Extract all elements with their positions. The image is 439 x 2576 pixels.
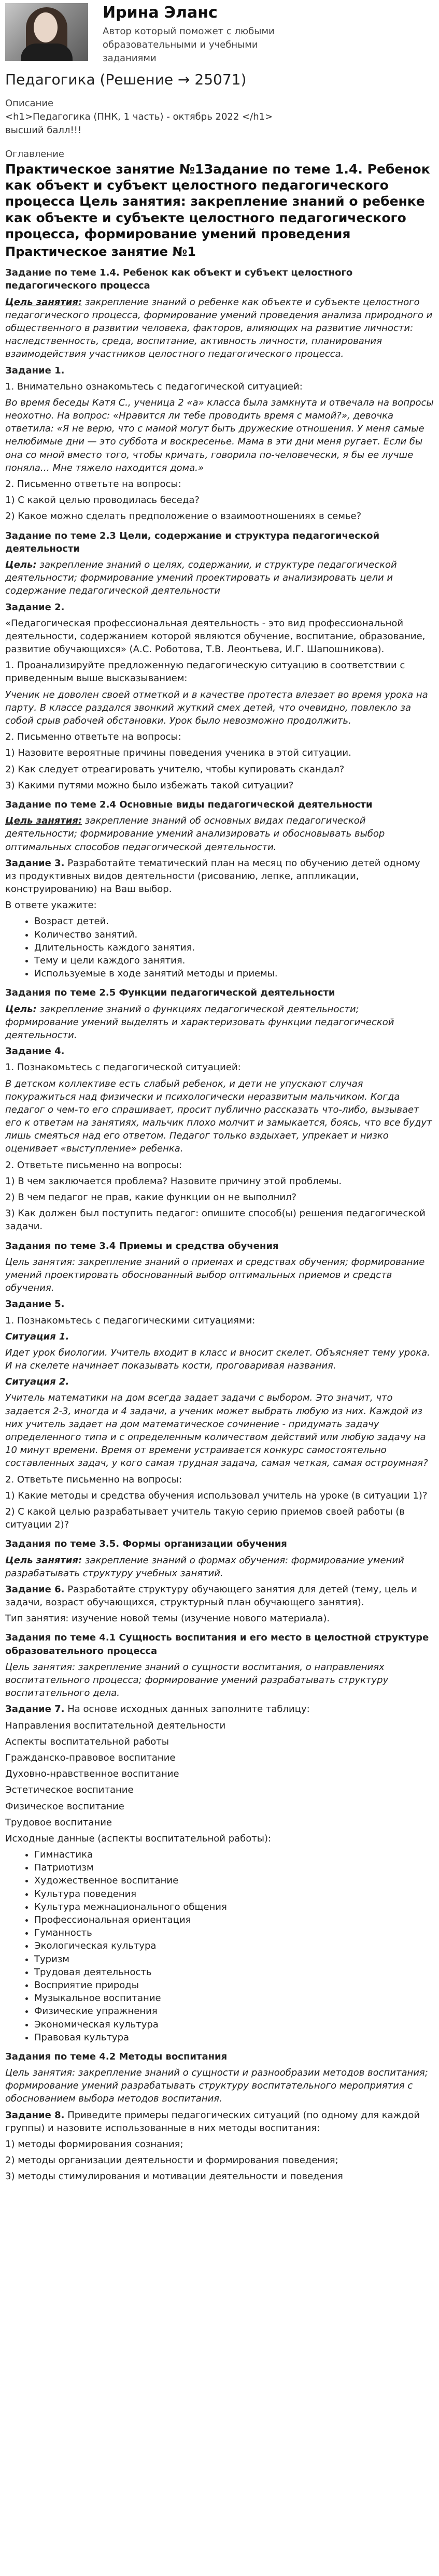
- instruction: 2. Письменно ответьте на вопросы:: [5, 731, 181, 743]
- list-item: • Правовая культура: [34, 2031, 434, 2044]
- section-title-3-5: Задания по теме 3.5. Формы организации обучения: [5, 1538, 287, 1550]
- author-description: Автор который поможет с любыми образовательными и учебными заданиями: [103, 25, 275, 64]
- goal-label: Цель занятия:: [5, 1555, 82, 1566]
- task-label: Задание 6.: [5, 1584, 65, 1595]
- source-list: [5, 1848, 434, 2044]
- table-cell: Духовно-нравственное воспитание: [5, 1768, 179, 1780]
- task-6: [5, 1583, 434, 1609]
- table-cell: Гражданско-правовое воспитание: [5, 1752, 176, 1763]
- situation-label: Ситуация 1.: [5, 1331, 69, 1342]
- lesson-type: Тип занятия: изучение новой темы (изучение нового материала).: [5, 1613, 330, 1624]
- task-text: Разработайте структуру обучающего занятия для детей (тему, цель и задачи, возраст обучающихся, структурный план обучающего занятия).: [5, 1584, 417, 1608]
- task-text: На основе исходных данных заполните таблицу:: [64, 1704, 310, 1715]
- goal-text: закрепление знаний о формах обучения: формирование умений разрабатывать структуру учебных занятий.: [5, 1555, 404, 1579]
- list-item: • Профессиональная ориентация: [34, 1913, 434, 1926]
- goal-label: Цель занятия:: [5, 296, 82, 308]
- question: 1) Назовите вероятные причины поведения ученика в этой ситуации.: [5, 747, 351, 759]
- section-title-4-2: Задания по теме 4.2 Методы воспитания: [5, 2051, 228, 2062]
- table-cell: Физическое воспитание: [5, 1801, 124, 1812]
- question: 3) Как должен был поступить педагог: опишите способ(ы) решения педагогической задачи.: [5, 1208, 426, 1232]
- section-title-2-4: Задание по теме 2.4 Основные виды педагогической деятельности: [5, 799, 373, 810]
- goal-3-4: Цель занятия: закрепление знаний о приемах и средствах обучения; формирование умений проектировать обоснованный выбор оптимальных приемов и средств обучения.: [5, 1256, 425, 1294]
- task-label: Задание 3.: [5, 857, 65, 869]
- goal-label: Цель:: [5, 559, 37, 570]
- question: 2) Какое можно сделать предположение о взаимоотношениях в семье?: [5, 511, 362, 522]
- situation-text: Учитель математики на дом всегда задает задачи с выбором. Это значит, что задается 2-3, иногда и 4 задачи, а ученик может выбрать любую из них. Каждой из них учитель задает на дом математическое сочинение - придумать задачу определенного типа и с определенным количеством действий или любую задачу на 10 минут времени. Время от времени устраивается конкурс самостоятельно составленных задач, у кого самая трудная задача, самая четкая, самая остроумная?: [5, 1392, 428, 1469]
- situation-text: В детском коллективе есть слабый ребенок, и дети не упускают случая покуражиться над физически и психологически неразвитым мальчиком. Когда педагог о чем-то его спрашивает, просит публично рассказать что-либо, вызывает его к ответам на занятиях, мальчик плохо молчит и замыкается, боясь, что все будут лишь смеяться над его ответом. Педагог только вздыхает, упрекает и низко оценивает «выступление» ребенка.: [5, 1078, 432, 1155]
- instruction: 2. Ответьте письменно на вопросы:: [5, 1159, 182, 1171]
- goal-text: закрепление знаний о функциях педагогической деятельности; формирование умений выделять и характеризовать функции педагогической деятельности.: [5, 1003, 394, 1041]
- goal-3-5: [5, 1554, 434, 1580]
- question: 2) В чем педагог не прав, какие функции он не выполнил?: [5, 1192, 297, 1203]
- question: 1) В чем заключается проблема? Назовите причину этой проблемы.: [5, 1175, 342, 1187]
- goal-2-4: [5, 814, 434, 854]
- question: 3) Какими путями можно было избежать такой ситуации?: [5, 780, 294, 791]
- task-label: Задание 4.: [5, 1046, 65, 1057]
- list-item: • Количество занятий.: [34, 928, 434, 941]
- goal-2-3: [5, 558, 434, 598]
- goal-label: Цель занятия:: [5, 815, 82, 827]
- table-header-cell: Аспекты воспитательной работы: [5, 1736, 169, 1747]
- section-title-2-3: Задание по теме 2.3 Цели, содержание и структура педагогической деятельности: [5, 530, 380, 554]
- task-3: [5, 857, 434, 896]
- task-7: [5, 1703, 434, 1716]
- list-item: • Трудовая деятельность: [34, 1966, 434, 1979]
- list-item: • Используемые в ходе занятий методы и приемы.: [34, 967, 434, 980]
- list-item: • Музыкальное воспитание: [34, 1992, 434, 2005]
- list-item: • Экологическая культура: [34, 1939, 434, 1952]
- table-header-cell: Направления воспитательной деятельности: [5, 1720, 226, 1731]
- list-item: • Художественное воспитание: [34, 1874, 434, 1887]
- list-item: • Гимнастика: [34, 1848, 434, 1861]
- situation-text: Идет урок биологии. Учитель входит в класс и вносит скелет. Объясняет тему урока. И на скелете начинает показывать кости, проговаривая названия.: [5, 1347, 430, 1372]
- task-label: Задание 2.: [5, 601, 65, 613]
- task-label: Задание 7.: [5, 1704, 65, 1715]
- list-item: • Длительность каждого занятия.: [34, 941, 434, 954]
- question: 1) С какой целью проводилась беседа?: [5, 495, 200, 506]
- method-item: 1) методы формирования сознания;: [5, 2139, 183, 2150]
- goal-1-4: [5, 296, 434, 361]
- instruction: 1. Познакомьтесь с педагогическими ситуациями:: [5, 1315, 256, 1326]
- goal-4-1: Цель занятия: закрепление знаний о сущности воспитания, о направлениях воспитательного процесса; формирование умений разрабатывать структуру воспитательного дела.: [5, 1661, 389, 1699]
- list-item: • Возраст детей.: [34, 915, 434, 928]
- answer-intro: В ответе укажите:: [5, 900, 97, 911]
- author-info: [103, 3, 300, 65]
- list-item: • Экономическая культура: [34, 2018, 434, 2031]
- method-item: 3) методы стимулирования и мотивации деятельности и поведения: [5, 2171, 343, 2182]
- author-name[interactable]: Ирина Эланс: [103, 4, 218, 22]
- task-label: Задание 1.: [5, 365, 65, 376]
- toc-label: Оглавление: [5, 148, 64, 160]
- avatar[interactable]: [5, 3, 88, 61]
- section-title-1-4: Задание по теме 1.4. Ребенок как объект и субъект целостного педагогического процесса: [5, 267, 353, 292]
- situation-text: Ученик не доволен своей отметкой и в качестве протеста влезает во время урока на парту. В классе раздался звонкий жуткий смех детей, что очевидно, повлекло за собой срыв рабочей обстановки. Урок было невозможно продолжить.: [5, 689, 428, 727]
- goal-label: Цель:: [5, 1003, 37, 1015]
- source-label: Исходные данные (аспекты воспитательной работы):: [5, 1833, 272, 1844]
- heading-sub: Практическое занятие №1: [5, 244, 196, 260]
- list-item: • Физические упражнения: [34, 2005, 434, 2018]
- instruction: 2. Письменно ответьте на вопросы:: [5, 479, 181, 490]
- question: 2) Как следует отреагировать учителю, чтобы купировать скандал?: [5, 764, 345, 775]
- list-item: • Тему и цели каждого занятия.: [34, 954, 434, 967]
- quote-text: «Педагогическая профессиональная деятельность - это вид профессиональной деятельности, содержанием которой являются обучение, воспитание, образование, развитие обучающихся» (А.С. Роботова, Т.В. Леонтьева, И.Г. Шапошникова).: [5, 617, 426, 655]
- goal-text: закрепление знаний о целях, содержании, и структуре педагогической деятельности; формирование умений проектировать и анализировать цели и содержание педагогической деятельности: [5, 559, 397, 597]
- heading-main: Практическое занятие №1Задание по теме 1.4. Ребенок как объект и субъект целостного педагогического процесса Цель занятия: закрепление знаний о ребенке как объекте и субъекте целостного педагогического процесса, формирование умений проведения: [5, 161, 430, 241]
- situation-label: Ситуация 2.: [5, 1376, 69, 1388]
- section-title-4-1: Задания по теме 4.1 Сущность воспитания и его место в целостной структуре образовательного процесса: [5, 1632, 429, 1657]
- goal-2-5: [5, 1003, 434, 1042]
- task-8: [5, 2109, 434, 2135]
- answer-list: [5, 915, 434, 980]
- table-cell: Трудовое воспитание: [5, 1817, 112, 1828]
- task-text: Разработайте тематический план на месяц по обучению детей одному из продуктивных видов деятельности (рисованию, лепке, аппликации, конструированию) на Ваш выбор.: [5, 857, 420, 895]
- document-title: Педагогика (Решение → 25071): [5, 71, 247, 88]
- list-item: • Туризм: [34, 1953, 434, 1966]
- task-label: Задание 8.: [5, 2109, 65, 2121]
- task-text: Приведите примеры педагогических ситуаций (по одному для каждой группы) и назовите использованные в них методы воспитания:: [5, 2109, 420, 2134]
- question: 1) Какие методы и средства обучения использовал учитель на уроке (в ситуации 1)?: [5, 1490, 428, 1501]
- description-label: Описание: [5, 98, 54, 109]
- goal-text: закрепление знаний о ребенке как объекте и субъекте целостного педагогического процесса, формирование умений проведения анализа природного и общественного в развитии человека, факторов, влияющих на развитие личности: наследственность, среда, воспитание, активность личности, планирования взаимодействия участников целостного педагогического процесса.: [5, 296, 433, 360]
- list-item: • Патриотизм: [34, 1861, 434, 1874]
- section-title-2-5: Задания по теме 2.5 Функции педагогической деятельности: [5, 987, 335, 999]
- list-item: • Гуманность: [34, 1926, 434, 1939]
- goal-4-2: Цель занятия: закрепление знаний о сущности и разнообразии методов воспитания; формирование умений разрабатывать структуру воспитательного мероприятия с обоснованием выбора методов воспитания.: [5, 2067, 428, 2105]
- list-item: • Восприятие природы: [34, 1979, 434, 1992]
- list-item: • Культура межнационального общения: [34, 1901, 434, 1913]
- table-cell: Эстетическое воспитание: [5, 1785, 134, 1796]
- description-score: высший балл!!!: [5, 124, 82, 136]
- list-item: • Культура поведения: [34, 1888, 434, 1901]
- instruction: 1. Внимательно ознакомьтесь с педагогической ситуацией:: [5, 381, 303, 392]
- goal-text: закрепление знаний об основных видах педагогической деятельности; формирование умений анализировать и обосновывать выбор оптимальных способов педагогической деятельности.: [5, 815, 385, 853]
- task-label: Задание 5.: [5, 1299, 65, 1310]
- author-header: [5, 0, 434, 65]
- question: 2) С какой целью разрабатывает учитель такую серию приемов своей работы (в ситуации 2)?: [5, 1506, 405, 1531]
- instruction: 2. Ответьте письменно на вопросы:: [5, 1474, 182, 1485]
- description-raw: <h1>Педагогика (ПНК, 1 часть) - октябрь 2022 </h1>: [5, 111, 273, 123]
- situation-text: Во время беседы Катя С., ученица 2 «а» класса была замкнута и отвечала на вопросы неохотно. На вопрос: «Нравится ли тебе проводить время с мамой?», девочка ответила: «Я не верю, что с мамой могут быть дружеские отношения. У меня самые нелюбимые дни — это суббота и воскресенье. Мама в эти дни меня ругает. Если бы она со мной вместо того, чтобы кричать, говорила по-человечески, я бы ее лучше поняла… Мне тяжело находится дома.»: [5, 397, 434, 473]
- instruction: 1. Проанализируйте предложенную педагогическую ситуацию в соответствии с приведенным выше высказыванием:: [5, 660, 405, 684]
- method-item: 2) методы организации деятельности и формирования поведения;: [5, 2155, 338, 2166]
- instruction: 1. Познакомьтесь с педагогической ситуацией:: [5, 1062, 241, 1073]
- section-title-3-4: Задания по теме 3.4 Приемы и средства обучения: [5, 1240, 279, 1251]
